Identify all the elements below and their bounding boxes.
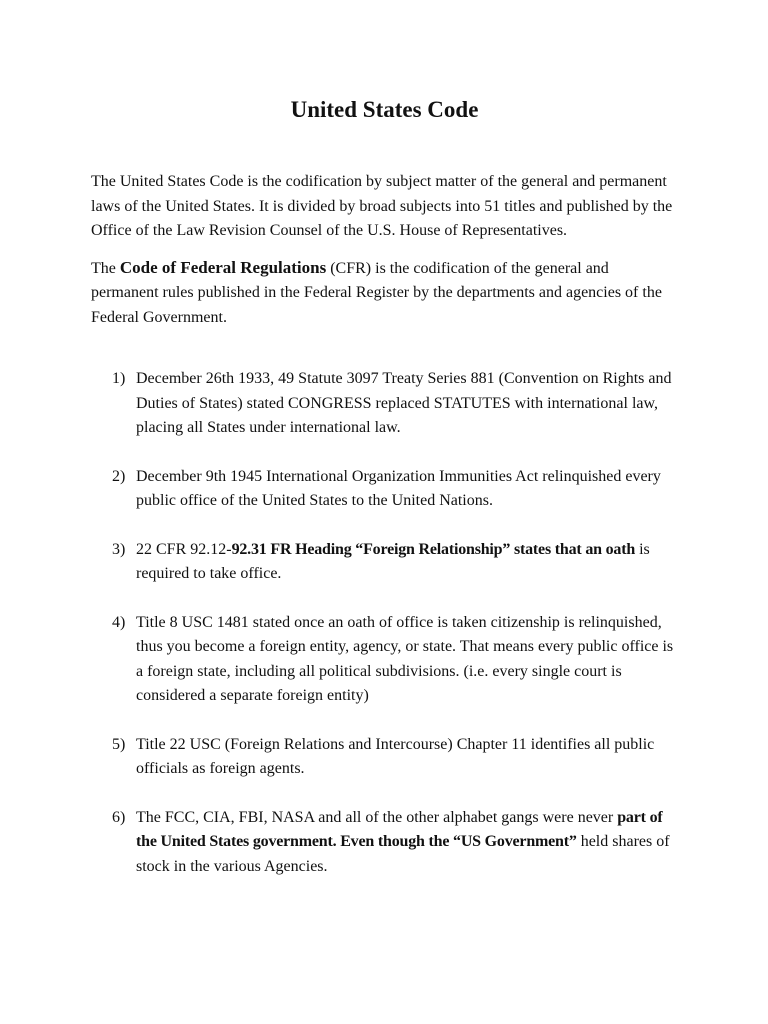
list-item (91, 611, 678, 709)
list-item (91, 538, 678, 587)
cfr-paragraph (91, 256, 678, 331)
list-item (91, 806, 678, 880)
list-item-text: Title 8 USC 1481 stated once an oath of office is taken citizenship is relinquished, thus you become a foreign entity, agency, or state. That means every public office is a foreign state, including all political subdivisions. (i.e. every single court is considered a separate foreign entity) (136, 613, 674, 704)
list-item (91, 367, 678, 441)
list-item-text: December 9th 1945 International Organization Immunities Act relinquished every public office of the United States to the United Nations. (136, 467, 661, 509)
list-item-text: 22 CFR 92.12- (136, 540, 232, 558)
cfr-paragraph-bold: Code of Federal Regulations (119, 257, 327, 277)
document-title: United States Code (290, 97, 479, 122)
list-item-suffix: held shares of stock in the various Agencies. (136, 833, 670, 875)
list-item (91, 733, 678, 782)
list-item-bold: 92.31 FR Heading “Foreign Relationship” states that an oath (231, 540, 636, 558)
cfr-paragraph-prefix: The (91, 259, 120, 277)
list-item-number: 2) (112, 467, 126, 485)
list-item-suffix: is required to take office. (136, 540, 650, 582)
list-item-number: 6) (112, 808, 126, 826)
list-item-text: December 26th 1933, 49 Statute 3097 Treaty Series 881 (Convention on Rights and Duties of States) stated CONGRESS replaced STATUTES with international law, placing all States under international law. (136, 370, 672, 436)
list-item-number: 3) (112, 540, 126, 558)
list-item-number: 5) (112, 735, 126, 753)
list-item-text: Title 22 USC (Foreign Relations and Intercourse) Chapter 11 identifies all public officials as foreign agents. (136, 735, 655, 777)
list-item-number: 1) (112, 370, 126, 387)
claims-list (91, 367, 678, 879)
intro-paragraph (91, 170, 678, 244)
list-item-bold: part of the United States government. Even though the “US Government” (136, 808, 663, 850)
list-item-number: 4) (112, 613, 126, 631)
cfr-paragraph-suffix: (CFR) is the codification of the general and permanent rules published in the Federal Register by the departments and agencies of the Federal Government. (91, 259, 662, 326)
list-item (91, 465, 678, 514)
list-item-text: The FCC, CIA, FBI, NASA and all of the other alphabet gangs were never (136, 808, 618, 826)
intro-paragraph-text: The United States Code is the codification by subject matter of the general and permanent laws of the United States. It is divided by broad subjects into 51 titles and published by the Office of the Law Revision Counsel of the U.S. House of Representatives. (91, 173, 673, 239)
